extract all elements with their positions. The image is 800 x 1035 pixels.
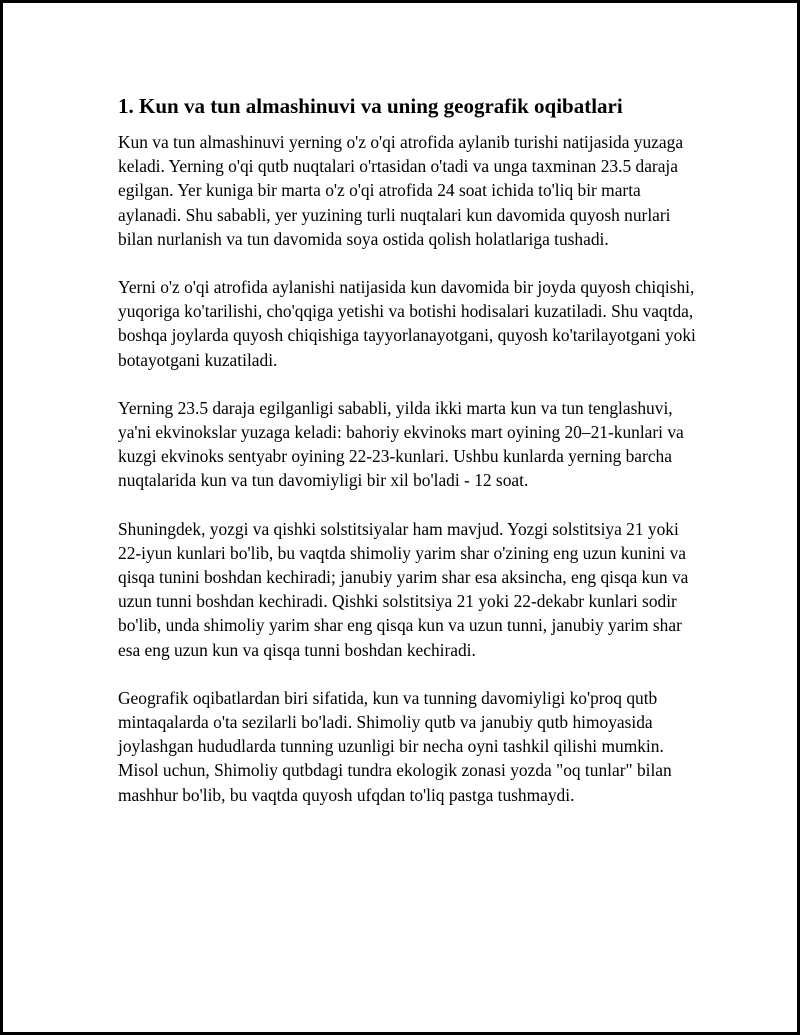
paragraph-2: Yerni o'z o'qi atrofida aylanishi natijasida kun davomida bir joyda quyosh chiqishi, yuqoriga ko'tarilishi, cho'qqiga yetishi va botishi hodisalari kuzatiladi. Shu vaqtda, boshqa joylarda quyosh chiqishiga tayyorlanayotgani, quyosh ko'tarilayotgani yoki botayotgani kuzatiladi. xyxy=(118,277,696,370)
document-body xyxy=(118,92,698,831)
paragraph-5: Geografik oqibatlardan biri sifatida, kun va tunning davomiyligi ko'proq qutb mintaqalarda o'ta sezilarli bo'ladi. Shimoliy qutb va janubiy qutb himoyasida joylashgan hududlarda tunning uzunligi bir necha oyni tashkil qilishi mumkin. Misol uchun, Shimoliy qutbdagi tundra ekologik zonasi yozda "oq tunlar" bilan mashhur bo'lib, bu vaqtda quyosh ufqdan to'liq pastga tushmaydi. xyxy=(118,687,672,805)
paragraph-3: Yerning 23.5 daraja egilganligi sababli, yilda ikki marta kun va tun tenglashuvi, ya'ni ekvinokslar yuzaga keladi: bahoriy ekvinoks mart oyining 20–21-kunlari va kuzgi ekvinoks sentyabr oyining 22-23-kunlari. Ushbu kunlarda yerning barcha nuqtalarida kun va tun davomiyligi bir xil bo'ladi - 12 soat. xyxy=(118,397,684,491)
section-heading: 1. Kun va tun almashinuvi va uning geografik oqibatlari xyxy=(118,94,623,118)
paragraph-4: Shuningdek, yozgi va qishki solstitsiyalar ham mavjud. Yozgi solstitsiya 21 yoki 22-iyun kunlari bo'lib, bu vaqtda shimoliy yarim shar o'zining eng uzun kunini va qisqa tunini boshdan kechiradi; janubiy yarim shar esa aksincha, eng qisqa kun va uzun tunni boshdan kechiradi. Qishki solstitsiya 21 yoki 22-dekabr kunlari sodir bo'lib, unda shimoliy yarim shar eng qisqa kun va uzun tunni, janubiy yarim shar esa eng uzun kun va qisqa tunni boshdan kechiradi. xyxy=(118,518,689,660)
paragraph-1: Kun va tun almashinuvi yerning o'z o'qi atrofida aylanib turishi natijasida yuzaga keladi. Yerning o'qi qutb nuqtalari o'rtasidan o'tadi va unga taxminan 23.5 daraja egilgan. Yer kuniga bir marta o'z o'qi atrofida 24 soat ichida to'liq bir marta aylanadi. Shu sababli, yer yuzining turli nuqtalari kun davomida quyosh nurlari bilan nurlanish va tun davomida soya ostida qolish holatlariga tushadi. xyxy=(118,132,684,249)
